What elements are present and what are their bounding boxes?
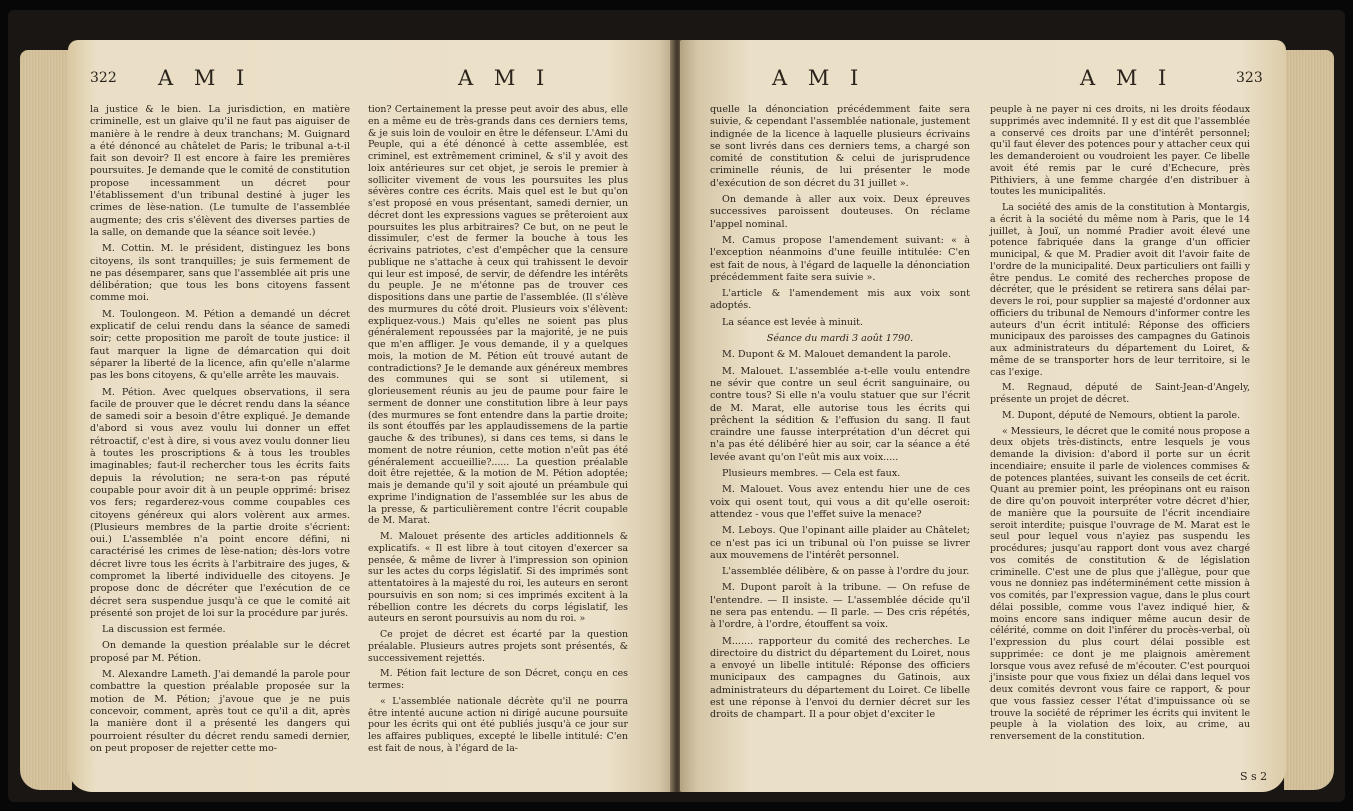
paragraph: M. Pétion. Avec quelques observations, il sera facile de prouver que le décret rendu dans la séance de samedi soir a besoin d'être expliqué. Je demande d'abord si vous avez voulu lui donner un effet rétroactif, c'est à dire, si vous avez voulu donner lieu à toutes les proscriptions & à tous les troubles imaginables; faut-il rechercher tous les écrits faits depuis la révolution; ne sera-t-on pas réputé coupable pour avoir dit à un peuple opprimé: brisez vos fers; regarderez-vous comme coupables ces citoyens généreux qui alors volèrent aux armes. (Plusieurs membres de la partie droite s'écrient: oui.) L'assemblée n'a point encore défini, ni caractérisé les crimes de lèse-nation; dès-lors votre décret livre tous les écrits à l'arbitraire des juges, & compromet la liberté individuelle des citoyens. Je propose donc de décréter que l'exécution de ce décret sera suspendue jusqu'à ce que le comité ait présenté son projet de loi sur la procédure par jurés. (90, 386, 350, 619)
paragraph: M. Pétion fait lecture de son Décret, conçu en ces termes: (368, 668, 628, 691)
running-head-title: A M I (458, 66, 552, 90)
paragraph: Ce projet de décret est écarté par la question préalable. Plusieurs autres projets sont présentés, & successivement rejettés. (368, 629, 628, 664)
paragraph: On demande la question préalable sur le décret proposé par M. Pétion. (90, 640, 350, 664)
paragraph: quelle la dénonciation précédemment faite sera suivie, & cependant l'assemblée nationale, justement indignée de la licence à laquelle plusieurs écrivains se sont livrés dans ces derniers tems, a chargé son comité de constitution & celui de jurisprudence criminelle réunis, de lui présenter le mode d'exécution de son décret du 31 juillet ». (710, 104, 970, 189)
left-page (68, 40, 674, 792)
paragraph: La société des amis de la constitution à Montargis, a écrit à la société du même nom à Paris, que le 14 juillet, à Jouï, un nommé Pradier avoit élevé une potence fabriquée dans la grange d'un officier municipal, & que M. Pradier avoit dit l'avoir faite de l'ordre de la municipalité. Deux particuliers ont failli y être pendus. Le comité des recherches propose de décréter, que le président se retirera sans délai par-devers le roi, pour supplier sa majesté d'ordonner aux officiers du tribunal de Nemours d'informer contre les auteurs d'un écrit intitulé: Réponse des officiers municipaux des paroisses des campagnes du Gatinois aux administrateurs du département du Loiret, & même de se transporter hors de leur territoire, si le cas l'exige. (990, 202, 1250, 378)
right-page-edges (1284, 50, 1334, 790)
paragraph: M. Camus propose l'amendement suivant: « à l'exception néanmoins d'une feuille intitulée: C'en est fait de nous, à l'égard de laquelle la dénonciation précédemment faite sera suivie ». (710, 234, 970, 283)
paragraph: M. Cottin. M. le président, distinguez les bons citoyens, ils sont tranquilles; je suis fermement de ne pas désemparer, sans que l'assemblée ait pris une délibération; que tous les bons citoyens fassent comme moi. (90, 243, 350, 304)
running-head (68, 66, 674, 96)
paragraph: la justice & le bien. La jurisdiction, en matière criminelle, est un glaive qu'il ne faut pas aiguiser de manière à le rendre à deux tranchans; M. Guignard a été dénoncé au châtelet de Paris; le tribunal a-t-il fait son devoir? Il est encore à faire les premières poursuites. Je demande que le comité de constitution propose incessamment un décret pour l'établissement d'un tribunal destiné à juger les crimes de lèse-nation. (Le tumulte de l'assemblée augmente; des cris s'élèvent des diverses parties de la salle, on demande que la séance soit levée.) (90, 104, 350, 238)
paragraph: M. Leboys. Que l'opinant aille plaider au Châtelet; ce n'est pas ici un tribunal où l'on puisse se livrer aux mouvemens de l'intérêt personnel. (710, 525, 970, 561)
text-column (368, 104, 628, 759)
text-column (90, 104, 350, 759)
paragraph: M. Malouet présente des articles additionnels & explicatifs. « Il est libre à tout citoyen d'exercer sa pensée, & même de livrer à l'impression son opinion sur les actes du corps législatif. Si des imprimés sont attentatoires à la majesté du roi, les auteurs en seront poursuivis en son nom; si ces imprimés excitent à la rébellion contre les décrets du corps législatif, les auteurs en seront poursuivis au nom du roi. » (368, 531, 628, 625)
paragraph: M....... rapporteur du comité des recherches. Le directoire du district du département du Loiret, nous a envoyé un libelle intitulé: Réponse des officiers municipaux des campagnes du Gatinois, aux administrateurs du département du Loiret. Ce libelle est une réponse à l'envoi du dernier décret sur les droits de champart. Il a pour objet d'exciter le (710, 635, 970, 721)
paragraph: La séance est levée à minuit. (722, 316, 864, 328)
text-column (990, 104, 1250, 747)
paragraph: M. Dupont & M. Malouet demandent la parole. (722, 349, 952, 361)
paragraph: peuple à ne payer ni ces droits, ni les droits féodaux supprimés avec indemnité. Il y est dit que l'assemblée a conservé ces droits par une d'intérêt personnel; qu'il faut élever des potences pour y attacher ceux qui les demanderoient ou voudroient les payer. Ce libelle avoit été remis par le curé d'Echecure, près Pithiviers, à une femme chargée d'en distribuer à toutes les municipalités. (990, 104, 1250, 198)
paragraph: tion? Certainement la presse peut avoir des abus, elle en a même eu de très-grands dans ces derniers tems, & je suis loin de vouloir en être le défenseur. L'Ami du Peuple, qui a été dénoncé à cette assemblée, est criminel, est extrêmement criminel, & s'il y avoit des loix antérieures sur cet objet, je serois le premier à solliciter vivement de vous les poursuites les plus sévères contre ces écrits. Mais quel est le but qu'on s'est proposé en vous présentant, samedi dernier, un décret dont les expressions vagues se prêteroient aux poursuites les plus arbitraires? Ce but, on ne peut le dissimuler, c'est de fermer la bouche à tous les écrivains patriotes, c'est d'empêcher que la censure publique ne s'attache à ceux qui trahissent le devoir qui leur est imposé, de servir, de défendre les intérêts du peuple. Je ne m'étonne pas de trouver ces dispositions dans une partie de l'assemblée. (Il s'élève des murmures du côté droit. Plusieurs voix s'élèvent: expliquez-vous.) Mais qu'elles ne soient pas plus généralement repoussées par la majorité, je ne puis que m'en affliger. Je vous demande, il y a quelques mois, la motion de M. Pétion eût trouvé autant de contradictions? Je le demande aux généreux membres des communes qui se sont si utilement, si glorieusement réunis au jeu de paume pour faire le serment de donner une constitution libre à leur pays (des murmures se font entendre dans la partie droite; ils sont étouffés par les applaudissemens de la partie gauche & des tribunes), si dans ces tems, si dans le moment de notre réunion, cette motion n'eût pas été généralement accueillie?...... La question préalable doit être rejettée, & la motion de M. Pétion adoptée; mais je demande qu'il y soit ajouté un préambule qui exprime l'indignation de l'assemblée sur les abus de la presse, & particulièrement contre l'écrit coupable de M. Marat. (368, 104, 628, 527)
page-number: 323 (1236, 70, 1263, 86)
right-page (680, 40, 1286, 792)
paragraph: L'assemblée délibère, & on passe à l'ordre du jour. (722, 566, 970, 578)
paragraph: M. Dupont paroît à la tribune. — On refuse de l'entendre. — Il insiste. — L'assemblée décide qu'il ne sera pas entendu. — Il parle. — Des cris répétés, à l'ordre, à l'ordre, étouffent sa voix. (710, 582, 970, 631)
page-number: 322 (90, 70, 117, 86)
paragraph: L'article & l'amendement mis aux voix sont adoptés. (710, 288, 970, 312)
text-column (710, 104, 970, 726)
left-page-edges (20, 50, 72, 790)
running-head-title: A M I (772, 66, 866, 90)
paragraph: On demande à aller aux voix. Deux épreuves successives paroissent douteuses. On réclame l'appel nominal. (710, 194, 970, 230)
signature-mark: S s 2 (1240, 770, 1268, 783)
paragraph: « L'assemblée nationale décrète qu'il ne pourra être intenté aucune action ni dirigé aucune poursuite pour les écrits qui ont été publiés jusqu'à ce jour sur les affaires publiques, excepté le libelle intitulé: C'en est fait de nous, à l'égard de la- (368, 695, 628, 754)
session-heading: Séance du mardi 3 août 1790. (766, 333, 914, 345)
paragraph: M. Dupont, député de Nemours, obtient la parole. (1002, 409, 1241, 421)
running-head-title: A M I (1080, 66, 1174, 90)
paragraph: Plusieurs membres. — Cela est faux. (722, 468, 901, 480)
paragraph: M. Malouet. Vous avez entendu hier une de ces voix qui osent tout, qui vous a dit qu'elle oseroit: attendez - vous que l'effet suive la menace? (710, 484, 970, 520)
paragraph: M. Regnaud, député de Saint-Jean-d'Angely, présente un projet de décret. (990, 382, 1250, 405)
running-head (680, 66, 1286, 96)
running-head-title: A M I (158, 66, 252, 90)
paragraph: M. Malouet. L'assemblée a-t-elle voulu entendre ne sévir que contre un seul écrit sanguinaire, ou contre tous? Si elle n'a voulu statuer que sur l'écrit de M. Marat, elle autorise tous les écrits qui prêchent la sédition & l'effusion du sang. Il faut craindre une fausse interprétation d'un décret qui n'a pas été délibéré hier au soir, car la séance a été levée avant qu'on l'eût mis aux voix..... (710, 365, 970, 463)
paragraph: La discussion est fermée. (102, 624, 226, 636)
paragraph: « Messieurs, le décret que le comité nous propose a deux objets très-distincts, entre lesquels je vous demande la division: d'abord il porte sur un écrit incendiaire; ensuite il parle de violences commises & de potences plantées, suivant les conseils de cet écrit. Quant au premier point, les préopinans ont eu raison de dire qu'on pouvoit interpréter votre décret d'hier, de manière que la poursuite de l'écrit incendiaire seroit interdite; puisque l'ouvrage de M. Marat est le seul pour lequel vous n'ayiez pas suspendu les procédures; jusqu'au rapport dont vous avez chargé vos comités de constitution & de législation criminelle. C'est une de plus que j'allègue, pour que vous ne donniez pas indéterminément cette mission à vos comités, par l'expression vague, dans le plus court délai possible, comme vous l'avez indiqué hier, & moins encore sans indiquer même aucun desir de célérité, comme on doit l'inférer du procès-verbal, où l'expression du plus court délai possible est supprimée: ce dont je me plaignois amèrement lorsque vous avez refusé de m'écouter. C'est pourquoi j'insiste pour que vous fixiez un délai dans lequel vos deux comités devront vous faire ce rapport, & pour que vous fassiez cesser l'état d'impuissance où se trouve la société de réprimer les écrits qui invitent le peuple à la violation des loix, au crime, au renversement de la constitution. (990, 425, 1250, 742)
paragraph: M. Toulongeon. M. Pétion a demandé un décret explicatif de celui rendu dans la séance de samedi soir; cette proposition me paroît de toute justice: il faut marquer la ligne de démarcation qui doit séparer la liberté de la licence, afin qu'elle n'alarme pas les bons citoyens, & qu'elle arrête les mauvais. (90, 308, 350, 382)
paragraph: M. Alexandre Lameth. J'ai demandé la parole pour combattre la question préalable proposée sur la motion de M. Pétion; j'avoue que je ne puis concevoir, comment, après tout ce qu'il a dit, après la manière dont il a présenté les dangers qui pourroient résulter du décret rendu samedi dernier, on peut proposer de rejetter cette mo- (90, 669, 350, 754)
book-spread (8, 10, 1345, 802)
